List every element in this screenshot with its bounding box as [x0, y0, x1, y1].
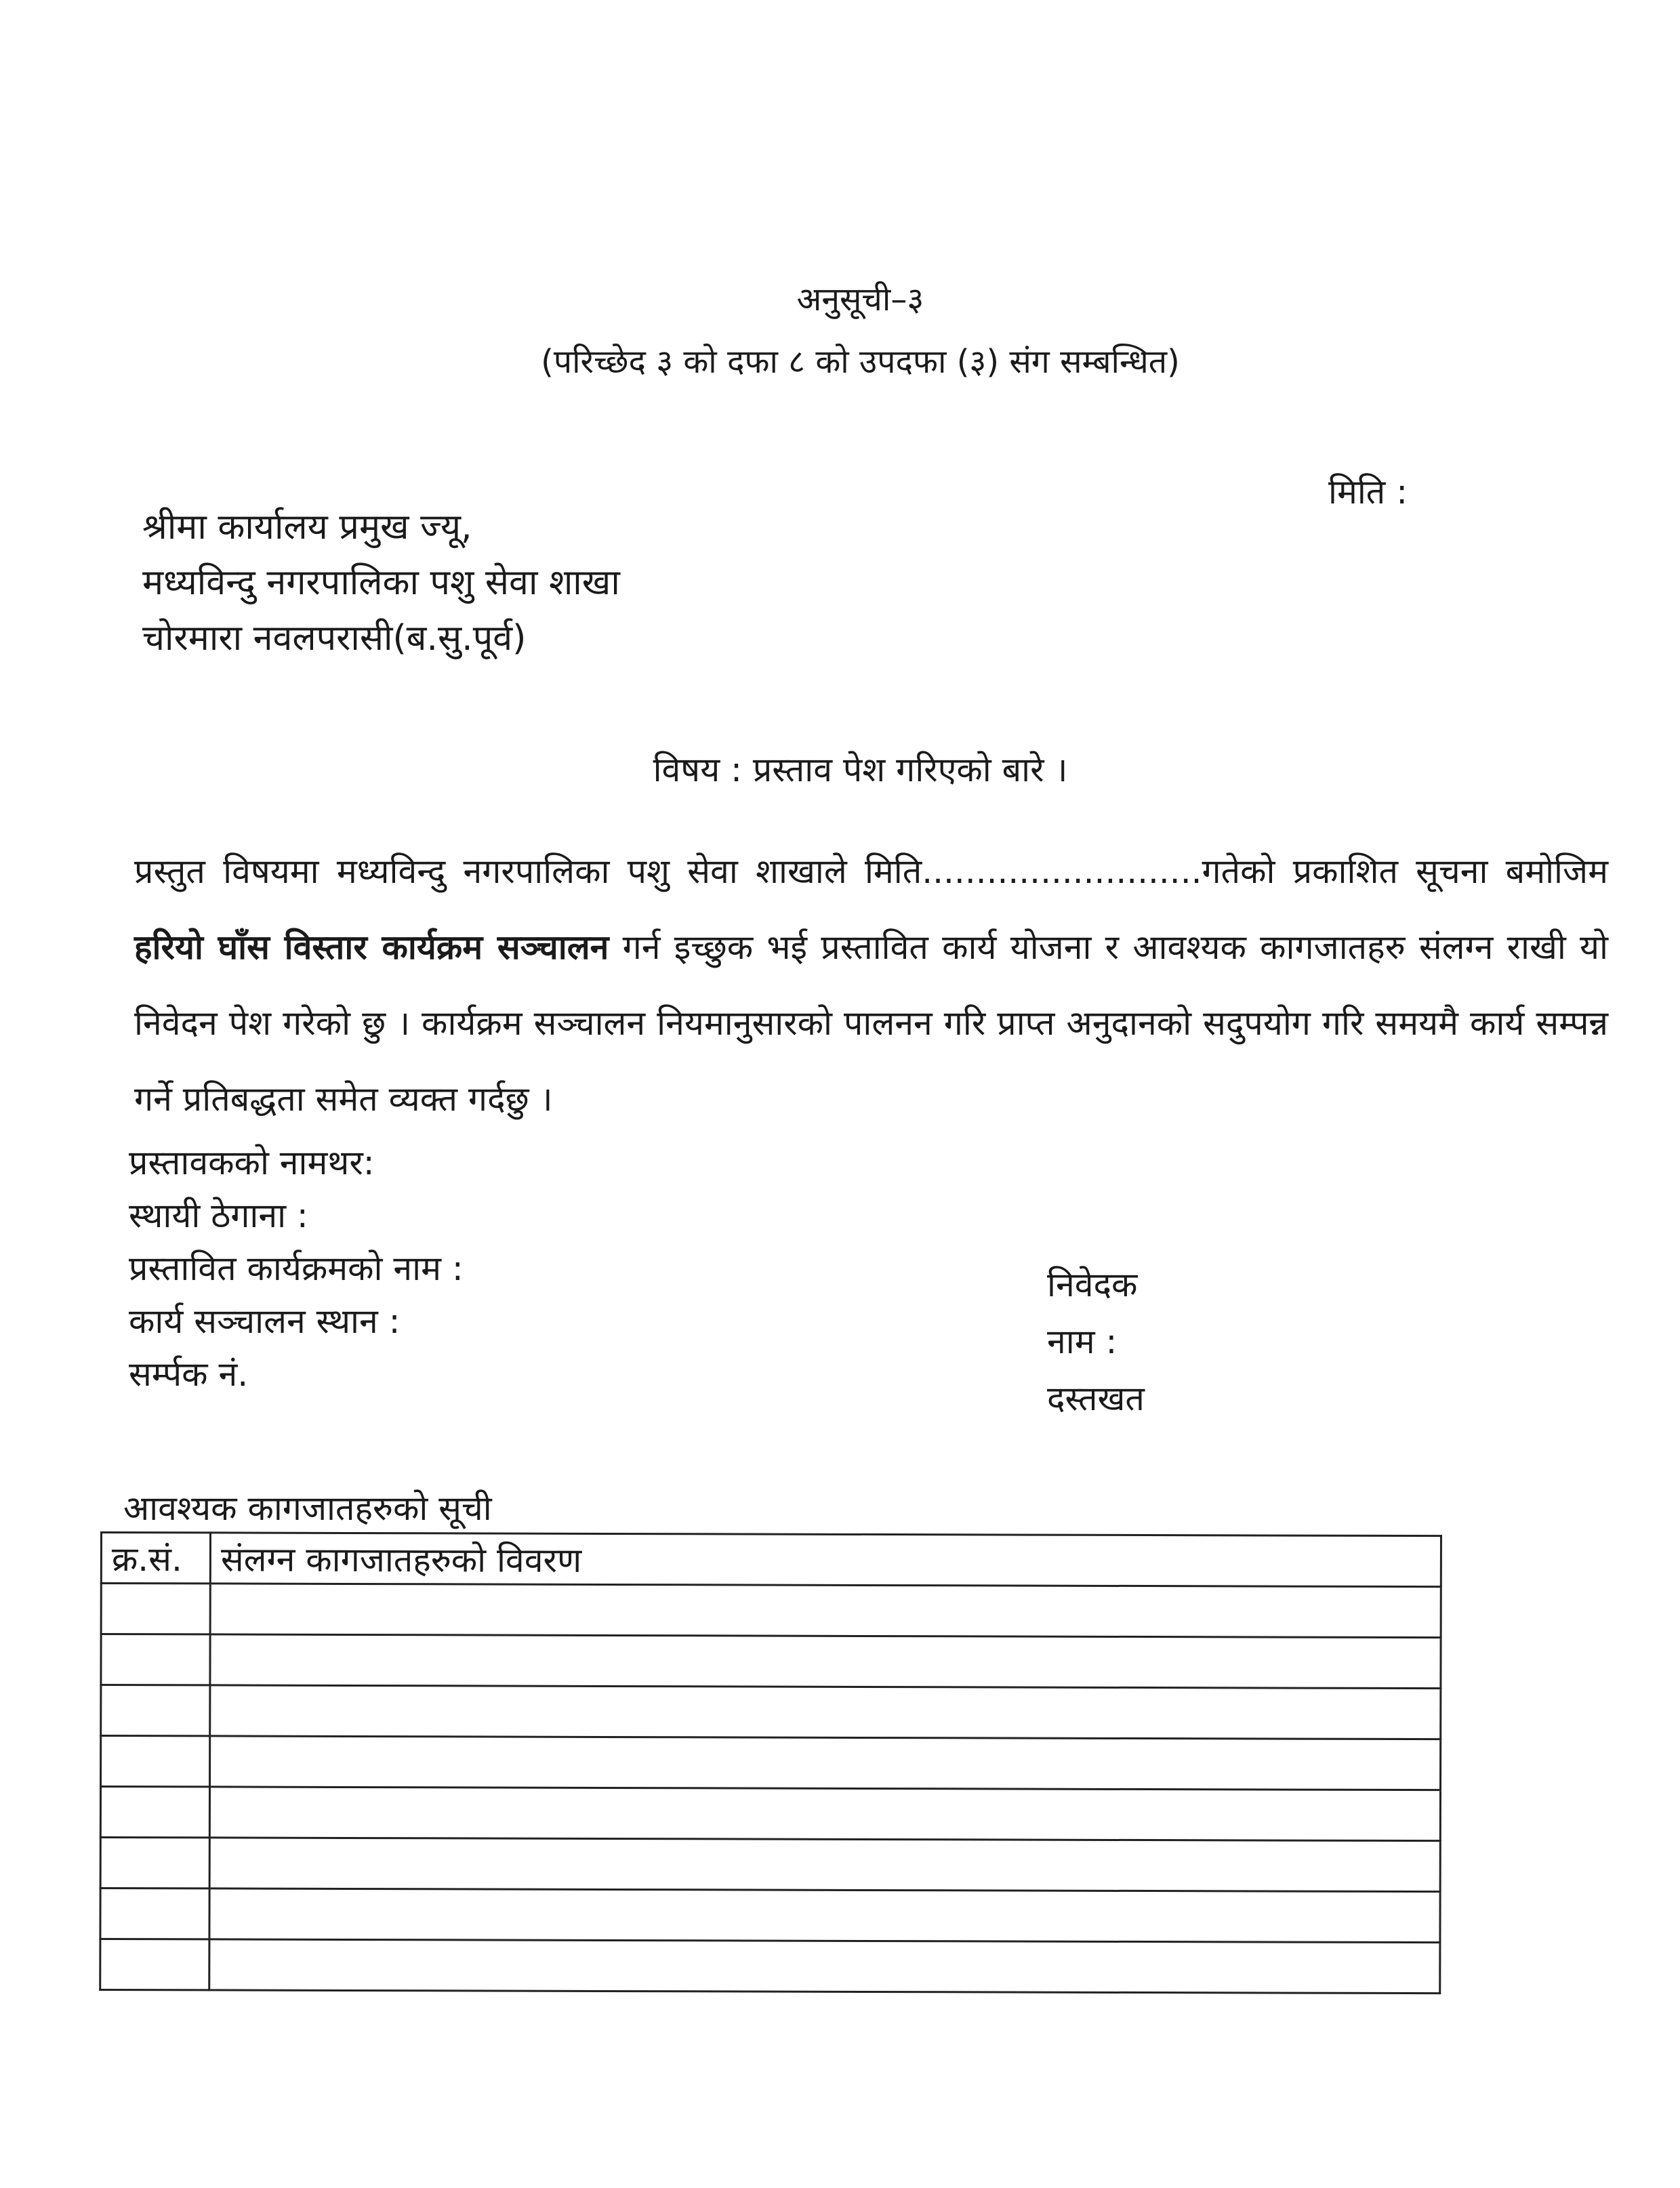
table-row [100, 1939, 1440, 1994]
table-cell-serial[interactable] [101, 1736, 210, 1787]
table-cell-description[interactable] [209, 1888, 1440, 1943]
table-cell-description[interactable] [209, 1787, 1440, 1841]
program-name-bold: हरियो घाँस विस्तार कार्यक्रम सञ्चालन [134, 928, 609, 967]
table-row [101, 1584, 1441, 1638]
field-contact-no: सर्म्पक नं. [129, 1355, 249, 1394]
date-label: मिति : [1328, 472, 1408, 512]
table-cell-serial[interactable] [101, 1685, 210, 1736]
table-cell-description[interactable] [210, 1584, 1441, 1638]
table-row [101, 1736, 1441, 1790]
table-row [100, 1888, 1440, 1943]
table-cell-serial[interactable] [100, 1838, 209, 1888]
table-row [100, 1838, 1440, 1892]
table-header-row [101, 1533, 1441, 1587]
field-proposer-name: प्रस्तावकको नामथर: [129, 1143, 375, 1182]
recipient-line-2: मध्यविन्दु नगरपालिका पशु सेवा शाखा [142, 562, 620, 603]
column-header-serial: क्र.सं. [101, 1533, 210, 1584]
documents-table [99, 1531, 1442, 1994]
table-cell-description[interactable] [210, 1685, 1441, 1739]
annex-subtitle: (परिच्छेद ३ को दफा ८ को उपदफा (३) संग सम्बन्धित) [541, 343, 1180, 381]
field-proposed-program-name: प्रस्तावित कार्यक्रमको नाम : [129, 1249, 464, 1288]
table-cell-serial[interactable] [100, 1939, 209, 1990]
table-row [100, 1787, 1440, 1841]
table-row [101, 1634, 1441, 1689]
documents-list-title: आवश्यक कागजातहरुको सूची [123, 1489, 492, 1528]
signature-applicant: निवेदक [1047, 1265, 1138, 1304]
signature-name: नाम : [1047, 1322, 1118, 1361]
table-row [101, 1685, 1441, 1739]
table-cell-serial[interactable] [101, 1634, 210, 1685]
field-permanent-address: स्थायी ठेगाना : [129, 1196, 308, 1235]
table-cell-description[interactable] [209, 1939, 1440, 1994]
field-work-location: कार्य सञ्चालन स्थान : [129, 1302, 401, 1341]
subject-line: विषय : प्रस्ताव पेश गरिएको बारे । [653, 750, 1068, 789]
table-cell-description[interactable] [210, 1736, 1441, 1790]
annex-title: अनुसूची–३ [796, 281, 924, 318]
body-text-part-2: गर्न इच्छुक भई प्रस्तावित कार्य योजना र आवश्यक कागजातहरु संलग्न राखी यो निवेदन पेश गरेको छु । कार्यक्रम सञ्चालन नियमानुसारको पालनन गरि प्राप्त अनुदानको सदुपयोग गरि समयमै कार्य सम्पन्न गर्ने प्रतिबद्धता समेत व्यक्त गर्दछु । [134, 928, 1608, 1119]
body-text-part-1: प्रस्तुत विषयमा मध्यविन्दु नगरपालिका पशु सेवा शाखाले मिति..........................गतेको प्रकाशित सूचना बमोजिम [134, 852, 1608, 891]
recipient-line-3: चोरमारा नवलपरासी(ब.सु.पूर्व) [142, 618, 527, 659]
table-cell-serial[interactable] [100, 1888, 209, 1939]
table-cell-description[interactable] [210, 1634, 1441, 1689]
recipient-line-1: श्रीमा कार्यालय प्रमुख ज्यू, [142, 507, 472, 548]
body-paragraph [134, 833, 1608, 1137]
table-cell-serial[interactable] [100, 1787, 209, 1838]
signature-sign: दस्तखत [1047, 1379, 1145, 1418]
column-header-description: संलग्न कागजातहरुको विवरण [210, 1533, 1441, 1587]
table-cell-serial[interactable] [101, 1584, 210, 1634]
table-cell-description[interactable] [209, 1838, 1440, 1892]
